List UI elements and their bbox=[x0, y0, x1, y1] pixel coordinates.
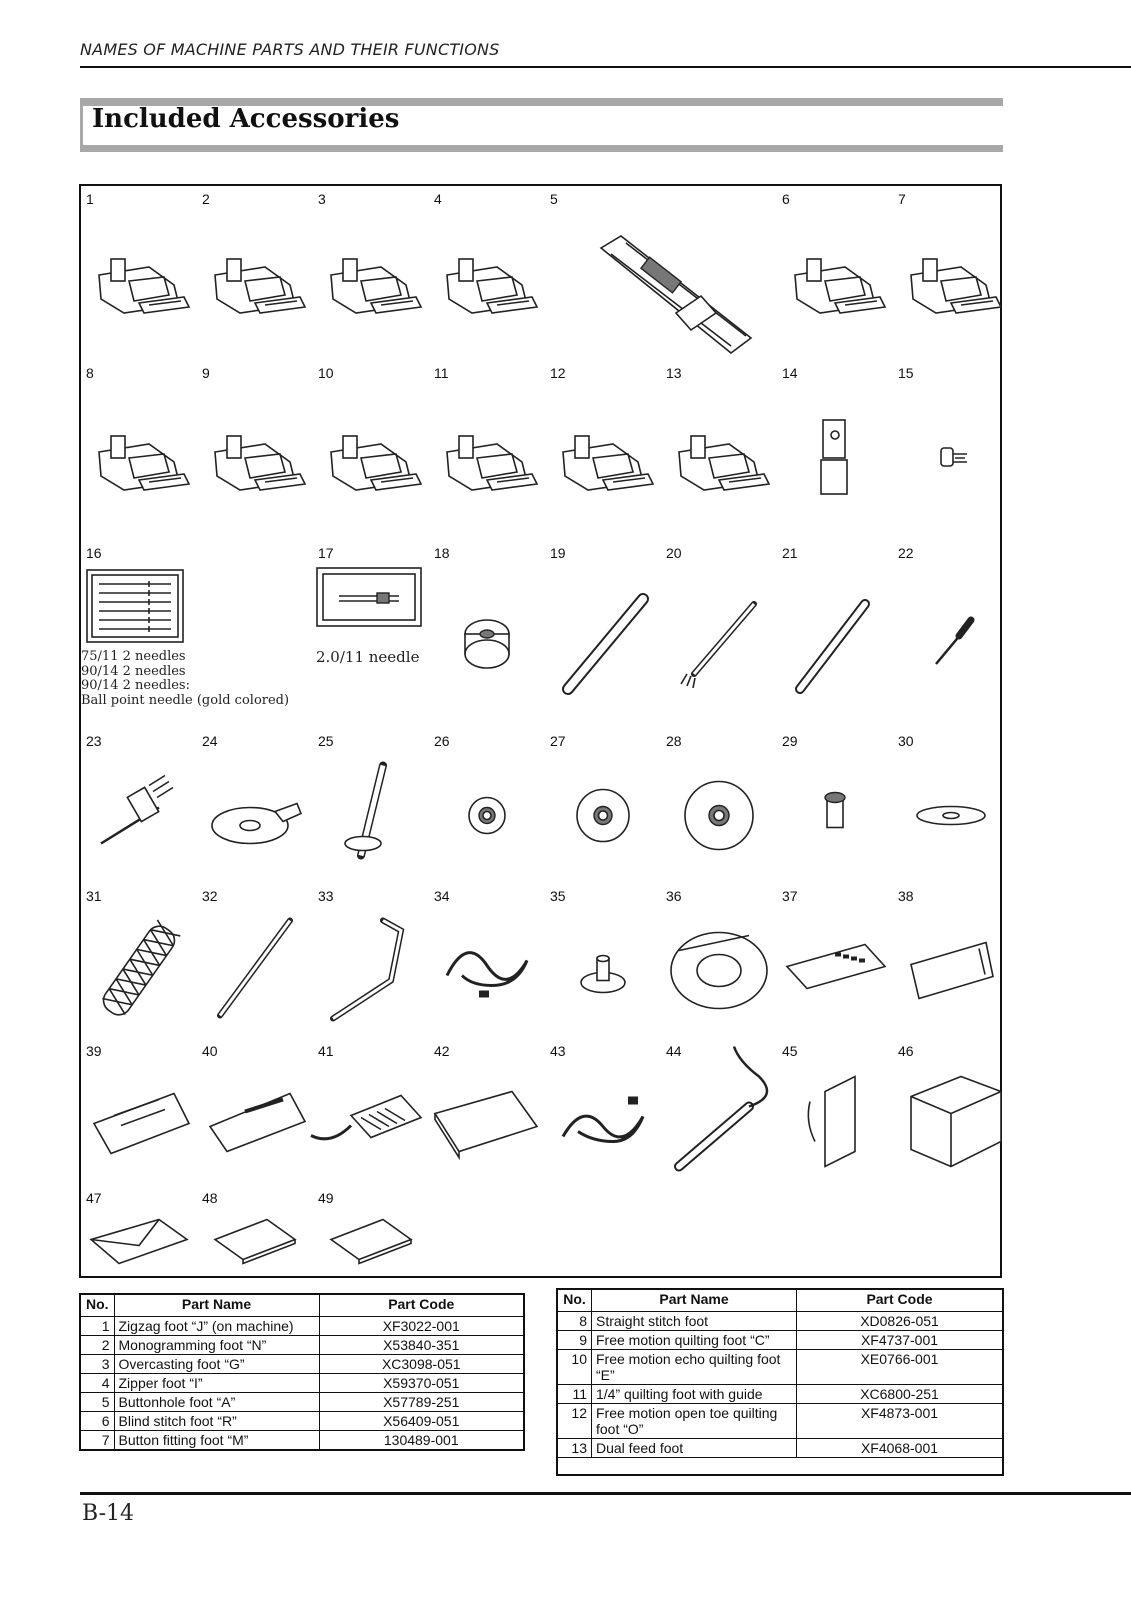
col-name-header: Part Name bbox=[114, 1294, 319, 1317]
table-row bbox=[80, 1336, 524, 1355]
accessory-number: 5 bbox=[550, 191, 558, 207]
accessory-number: 7 bbox=[898, 191, 906, 207]
part-name-cell: Straight stitch foot bbox=[592, 1312, 797, 1331]
parts-table-right bbox=[557, 1289, 1003, 1458]
part-name-cell: Blind stitch foot “R” bbox=[114, 1412, 319, 1431]
needle-caption-16 bbox=[81, 650, 289, 708]
accessory-cell bbox=[313, 1038, 429, 1185]
bobbin-cover-icon bbox=[545, 883, 661, 1038]
part-code-cell: XF4068-001 bbox=[797, 1439, 1003, 1458]
table-row bbox=[80, 1355, 524, 1374]
footer-rule bbox=[80, 1492, 1131, 1495]
part-name-cell: Monogramming foot “N” bbox=[114, 1336, 319, 1355]
accessory-number: 11 bbox=[434, 365, 449, 381]
accessory-number: 13 bbox=[666, 365, 682, 381]
table-row bbox=[558, 1404, 1003, 1439]
monogramming-foot-icon bbox=[197, 186, 313, 360]
accessory-cell bbox=[429, 728, 545, 883]
needle-caption-line: Ball point needle (gold colored) bbox=[81, 692, 290, 708]
accessory-number: 1 bbox=[86, 191, 94, 207]
spool-insert-icon bbox=[777, 728, 893, 883]
spool-cap-medium-icon bbox=[545, 728, 661, 883]
accessory-number: 18 bbox=[434, 545, 450, 561]
accessory-cell bbox=[893, 883, 1009, 1038]
accessory-cell bbox=[545, 1038, 661, 1185]
part-number-cell: 7 bbox=[80, 1431, 114, 1451]
accessory-cell bbox=[893, 186, 1009, 360]
accessory-number: 3 bbox=[318, 191, 326, 207]
screwdriver-icon bbox=[893, 540, 1009, 728]
knee-lifter-icon bbox=[313, 883, 429, 1038]
col-code-header: Part Code bbox=[797, 1290, 1003, 1312]
free-motion-quilting-foot-icon bbox=[197, 360, 313, 540]
accessory-number: 29 bbox=[782, 733, 798, 749]
accessory-cell bbox=[313, 540, 429, 728]
table-row bbox=[558, 1439, 1003, 1458]
accessory-number: 4 bbox=[434, 191, 442, 207]
page-number: B-14 bbox=[82, 1501, 135, 1526]
accessory-cell bbox=[777, 360, 893, 540]
disc-screwdriver-icon bbox=[81, 728, 197, 883]
power-cord-icon bbox=[545, 1038, 661, 1185]
table-row bbox=[80, 1317, 524, 1336]
table-row bbox=[80, 1374, 524, 1393]
accessory-number: 10 bbox=[318, 365, 334, 381]
accessory-number: 42 bbox=[434, 1043, 450, 1059]
section-title: Included Accessories bbox=[92, 104, 400, 134]
bobbin-icon bbox=[429, 540, 545, 728]
accessory-cell bbox=[777, 1038, 893, 1185]
table-row bbox=[558, 1385, 1003, 1404]
section-bar-tick bbox=[80, 104, 83, 150]
accessory-cell bbox=[81, 728, 197, 883]
grid-sheet-icon bbox=[81, 1038, 197, 1185]
accessory-cell bbox=[197, 1185, 313, 1278]
spool-felt-icon bbox=[893, 728, 1009, 883]
accessory-number: 41 bbox=[318, 1043, 334, 1059]
table-row bbox=[558, 1312, 1003, 1331]
accessory-cell bbox=[197, 360, 313, 540]
part-code-cell: XC6800-251 bbox=[797, 1385, 1003, 1404]
accessory-number: 26 bbox=[434, 733, 450, 749]
part-name-cell: Overcasting foot “G” bbox=[114, 1355, 319, 1374]
accessory-cell bbox=[313, 186, 429, 360]
part-number-cell: 11 bbox=[558, 1385, 592, 1404]
header-rule bbox=[80, 66, 1131, 68]
part-name-cell: Button fitting foot “M” bbox=[114, 1431, 319, 1451]
accessory-number: 45 bbox=[782, 1043, 798, 1059]
part-number-cell: 1 bbox=[80, 1317, 114, 1336]
pen-holder-icon bbox=[777, 1038, 893, 1185]
col-no-header: No. bbox=[558, 1290, 592, 1312]
spool-pin-icon bbox=[313, 728, 429, 883]
sensor-pen-icon bbox=[661, 1038, 777, 1185]
accessory-number: 43 bbox=[550, 1043, 566, 1059]
table-row bbox=[80, 1393, 524, 1412]
table-header-row bbox=[558, 1290, 1003, 1312]
zigzag-foot-icon bbox=[81, 186, 197, 360]
part-code-cell: XE0766-001 bbox=[797, 1350, 1003, 1385]
part-name-cell: Free motion quilting foot “C” bbox=[592, 1331, 797, 1350]
accessory-cell bbox=[545, 883, 661, 1038]
accessory-number: 12 bbox=[550, 365, 566, 381]
accessory-cell bbox=[545, 728, 661, 883]
accessory-number: 46 bbox=[898, 1043, 914, 1059]
running-header: NAMES OF MACHINE PARTS AND THEIR FUNCTIONS bbox=[80, 40, 500, 59]
part-number-cell: 9 bbox=[558, 1331, 592, 1350]
touch-pen-icon bbox=[197, 883, 313, 1038]
accessory-number: 24 bbox=[202, 733, 218, 749]
accessory-cell bbox=[661, 540, 777, 728]
accessory-number: 31 bbox=[86, 888, 102, 904]
accessory-cell bbox=[197, 186, 313, 360]
part-code-cell: XC3098-051 bbox=[319, 1355, 524, 1374]
part-name-cell: Buttonhole foot “A” bbox=[114, 1393, 319, 1412]
accessory-number: 21 bbox=[782, 545, 798, 561]
part-name-cell: Free motion open toe quilting foot “O” bbox=[592, 1404, 797, 1439]
part-number-cell: 8 bbox=[558, 1312, 592, 1331]
usb-cable-icon bbox=[429, 883, 545, 1038]
parts-table-left bbox=[79, 1293, 525, 1451]
table-row bbox=[558, 1350, 1003, 1385]
table-header-row bbox=[80, 1294, 524, 1317]
cleaning-brush-icon bbox=[661, 540, 777, 728]
accessory-cell bbox=[777, 186, 893, 360]
accessory-number: 44 bbox=[666, 1043, 682, 1059]
part-code-cell: X56409-051 bbox=[319, 1412, 524, 1431]
accessory-number: 38 bbox=[898, 888, 914, 904]
accessory-cell bbox=[197, 1038, 313, 1185]
accessory-cell bbox=[661, 728, 777, 883]
spool-cap-large-icon bbox=[197, 728, 313, 883]
bobbin-case-icon bbox=[661, 883, 777, 1038]
part-number-cell: 13 bbox=[558, 1439, 592, 1458]
accessory-cell bbox=[893, 1038, 1009, 1185]
accessory-cell bbox=[313, 360, 429, 540]
part-number-cell: 3 bbox=[80, 1355, 114, 1374]
echo-quilting-foot-icon bbox=[313, 360, 429, 540]
col-name-header: Part Name bbox=[592, 1290, 797, 1312]
accessory-cell bbox=[81, 1185, 197, 1278]
dust-cover-icon bbox=[893, 1038, 1009, 1185]
accessory-cell bbox=[893, 360, 1009, 540]
accessory-number: 47 bbox=[86, 1190, 102, 1206]
accessory-cell bbox=[545, 360, 661, 540]
accessory-cell bbox=[429, 540, 545, 728]
part-number-cell: 12 bbox=[558, 1404, 592, 1439]
col-no-header: No. bbox=[80, 1294, 114, 1317]
accessory-cell bbox=[661, 360, 777, 540]
straight-stitch-foot-icon bbox=[81, 360, 197, 540]
part-code-cell: XF4737-001 bbox=[797, 1331, 1003, 1350]
button-fitting-foot-icon bbox=[893, 186, 1009, 360]
accessory-number: 2 bbox=[202, 191, 210, 207]
part-code-cell: X53840-351 bbox=[319, 1336, 524, 1355]
accessory-number: 8 bbox=[86, 365, 94, 381]
accessory-cell bbox=[197, 883, 313, 1038]
accessory-number: 39 bbox=[86, 1043, 102, 1059]
needle-caption-17: 2.0/11 needle bbox=[316, 648, 420, 666]
table-row bbox=[80, 1431, 524, 1451]
accessory-cell bbox=[313, 883, 429, 1038]
part-number-cell: 6 bbox=[80, 1412, 114, 1431]
eyelet-punch-icon bbox=[777, 540, 893, 728]
part-code-cell: XD0826-051 bbox=[797, 1312, 1003, 1331]
part-code-cell: X57789-251 bbox=[319, 1393, 524, 1412]
quarter-inch-foot-icon bbox=[429, 360, 545, 540]
part-code-cell: X59370-051 bbox=[319, 1374, 524, 1393]
accessory-cell bbox=[81, 186, 197, 360]
wide-table-icon bbox=[429, 1038, 545, 1185]
accessory-number: 37 bbox=[782, 888, 798, 904]
accessory-number: 32 bbox=[202, 888, 218, 904]
accessory-number: 28 bbox=[666, 733, 682, 749]
table-row bbox=[558, 1331, 1003, 1350]
accessory-cell bbox=[313, 1185, 429, 1278]
accessory-cell bbox=[197, 728, 313, 883]
table-row bbox=[80, 1412, 524, 1431]
accessory-cell bbox=[429, 883, 545, 1038]
accessory-number: 9 bbox=[202, 365, 210, 381]
accessory-number: 19 bbox=[550, 545, 566, 561]
accessory-number: 48 bbox=[202, 1190, 218, 1206]
spool-cap-extra-icon bbox=[661, 728, 777, 883]
accessory-number: 40 bbox=[202, 1043, 218, 1059]
accessory-number: 6 bbox=[782, 191, 790, 207]
needle-caption-line: 75/11 2 needles bbox=[81, 649, 186, 664]
accessory-cell bbox=[545, 186, 777, 360]
accessory-cell bbox=[313, 728, 429, 883]
accessory-number: 22 bbox=[898, 545, 914, 561]
accessory-cell bbox=[545, 540, 661, 728]
accessory-cell bbox=[777, 540, 893, 728]
part-code-cell: 130489-001 bbox=[319, 1431, 524, 1451]
accessory-cell bbox=[81, 360, 197, 540]
accessory-cell bbox=[429, 1038, 545, 1185]
buttonhole-foot-icon bbox=[545, 186, 777, 360]
part-code-cell: XF4873-001 bbox=[797, 1404, 1003, 1439]
twin-needle-icon bbox=[313, 540, 429, 728]
dual-feed-foot-icon bbox=[661, 360, 777, 540]
accessory-cell bbox=[429, 186, 545, 360]
part-code-cell: XF3022-001 bbox=[319, 1317, 524, 1336]
accessory-bag-icon bbox=[81, 1185, 197, 1278]
part-number-cell: 2 bbox=[80, 1336, 114, 1355]
part-number-cell: 4 bbox=[80, 1374, 114, 1393]
needle-caption-line: 90/14 2 needles: bbox=[81, 678, 190, 693]
needle-caption-line: 90/14 2 needles bbox=[81, 663, 186, 679]
accessory-number: 49 bbox=[318, 1190, 334, 1206]
section-bar-bottom bbox=[80, 145, 1003, 152]
col-code-header: Part Code bbox=[319, 1294, 524, 1317]
accessory-cell bbox=[893, 728, 1009, 883]
accessory-number: 16 bbox=[86, 545, 102, 561]
quick-guide-icon bbox=[313, 1185, 429, 1278]
accessory-cell bbox=[893, 540, 1009, 728]
part-name-cell: Free motion echo quilting foot “E” bbox=[592, 1350, 797, 1385]
accessory-cell bbox=[81, 1038, 197, 1185]
accessory-cell bbox=[661, 1038, 777, 1185]
part-number-cell: 5 bbox=[80, 1393, 114, 1412]
accessory-number: 14 bbox=[782, 365, 798, 381]
accessories-panel bbox=[79, 184, 1002, 1278]
open-toe-quilting-foot-icon bbox=[545, 360, 661, 540]
part-number-cell: 10 bbox=[558, 1350, 592, 1385]
accessory-number: 27 bbox=[550, 733, 566, 749]
part-name-cell: Zigzag foot “J” (on machine) bbox=[114, 1317, 319, 1336]
accessory-number: 25 bbox=[318, 733, 334, 749]
accessory-number: 35 bbox=[550, 888, 566, 904]
accessory-number: 36 bbox=[666, 888, 682, 904]
needle-plate-cover-icon bbox=[197, 1038, 313, 1185]
part-name-cell: Zipper foot “I” bbox=[114, 1374, 319, 1393]
overcasting-foot-icon bbox=[313, 186, 429, 360]
spool-cap-small-icon bbox=[429, 728, 545, 883]
accessory-cell bbox=[777, 883, 893, 1038]
spool-net-icon bbox=[81, 883, 197, 1038]
accessory-cell bbox=[777, 728, 893, 883]
part-name-cell: 1/4” quilting foot with guide bbox=[592, 1385, 797, 1404]
accessory-number: 23 bbox=[86, 733, 102, 749]
seam-ripper-icon bbox=[545, 540, 661, 728]
accessory-cell bbox=[661, 883, 777, 1038]
part-name-cell: Dual feed foot bbox=[592, 1439, 797, 1458]
accessory-cell bbox=[429, 360, 545, 540]
accessory-cell bbox=[81, 883, 197, 1038]
foot-controller-icon bbox=[313, 1038, 429, 1185]
accessory-number: 15 bbox=[898, 365, 914, 381]
accessory-cover-icon bbox=[893, 883, 1009, 1038]
blind-stitch-foot-icon bbox=[777, 186, 893, 360]
manual-book-icon bbox=[197, 1185, 313, 1278]
accessory-number: 17 bbox=[318, 545, 334, 561]
accessory-number: 33 bbox=[318, 888, 334, 904]
zipper-foot-icon bbox=[429, 186, 545, 360]
needle-plate-icon bbox=[777, 883, 893, 1038]
adapter-icon bbox=[777, 360, 893, 540]
accessory-number: 30 bbox=[898, 733, 914, 749]
accessory-number: 34 bbox=[434, 888, 450, 904]
accessory-number: 20 bbox=[666, 545, 682, 561]
screw-icon bbox=[893, 360, 1009, 540]
